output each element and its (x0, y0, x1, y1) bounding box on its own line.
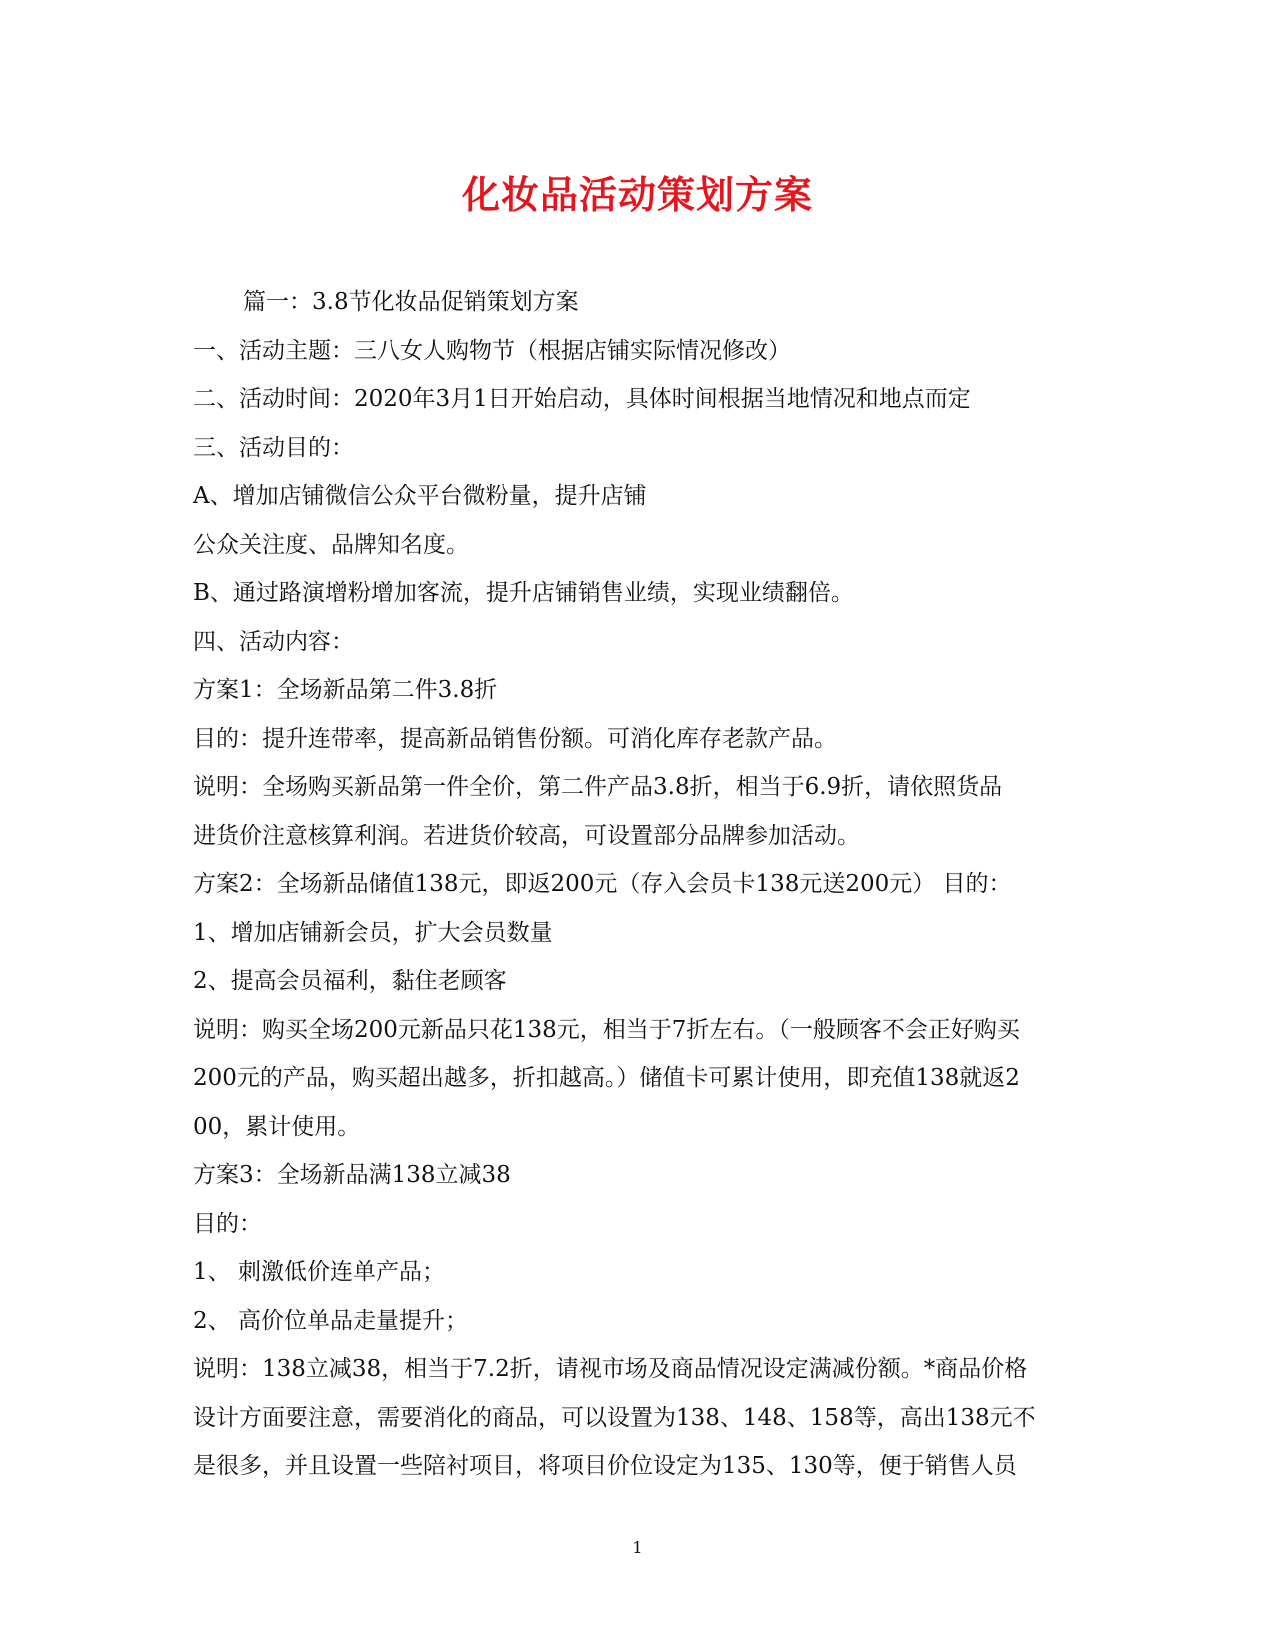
section-heading: 篇一：3.8节化妆品促销策划方案 (243, 289, 579, 315)
paragraph-line: 方案2：全场新品储值138元，即返200元（存入会员卡138元送200元） 目的： (193, 871, 1012, 897)
paragraph-line: 2、提高会员福利，黏住老顾客 (193, 968, 507, 994)
paragraph-line: 目的：提升连带率，提高新品销售份额。可消化库存老款产品。 (193, 725, 837, 752)
paragraph-line: 方案1：全场新品第二件3.8折 (193, 677, 498, 703)
paragraph-line: A、增加店铺微信公众平台微粉量，提升店铺 (193, 483, 647, 509)
paragraph-line: 三、活动目的： (193, 434, 354, 461)
paragraph-line: 说明：138立减38，相当于7.2折，请视市场及商品情况设定满减份额。*商品价格 (193, 1356, 1028, 1382)
document-body (193, 282, 1083, 1495)
paragraph-line: 说明：购买全场200元新品只花138元，相当于7折左右。（一般顾客不会正好购买 (193, 1016, 1020, 1043)
paragraph-line: 四、活动内容： (193, 628, 354, 655)
paragraph-line: 200元的产品，购买超出越多，折扣越高。）储值卡可累计使用，即充值138就返2 (193, 1065, 1020, 1091)
paragraph-line: 是很多，并且设置一些陪衬项目，将项目价位设定为135、130等，便于销售人员 (193, 1453, 1017, 1479)
paragraph-line: 公众关注度、品牌知名度。 (193, 531, 469, 558)
paragraph-line: 1、增加店铺新会员，扩大会员数量 (193, 919, 553, 946)
paragraph-line: 1、 刺激低价连单产品； (193, 1259, 445, 1285)
paragraph-line: 说明：全场购买新品第一件全价，第二件产品3.8折，相当于6.9折，请依照货品 (193, 774, 1003, 800)
document-title: 化妆品活动策划方案 (461, 172, 813, 217)
paragraph-line: 目的： (193, 1210, 262, 1237)
paragraph-line: 进货价注意核算利润。若进货价较高，可设置部分品牌参加活动。 (193, 822, 860, 849)
paragraph-line: 2、 高价位单品走量提升； (193, 1307, 468, 1334)
paragraph-line: 设计方面要注意，需要消化的商品，可以设置为138、148、158等，高出138元不 (193, 1404, 1036, 1431)
paragraph-line: 一、活动主题：三八女人购物节（根据店铺实际情况修改） (193, 337, 791, 364)
paragraph-line: 方案3：全场新品满138立减38 (193, 1162, 511, 1188)
paragraph-line: 二、活动时间：2020年3月1日开始启动，具体时间根据当地情况和地点而定 (193, 386, 971, 412)
paragraph-line: B、通过路演增粉增加客流，提升店铺销售业绩，实现业绩翻倍。 (193, 580, 854, 606)
page-number: 1 (632, 1538, 643, 1557)
paragraph-line: 00，累计使用。 (193, 1113, 361, 1140)
